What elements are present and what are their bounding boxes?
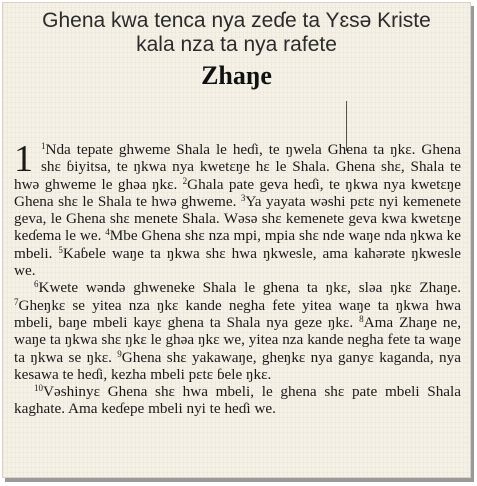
verse-text: Gheŋkɛ se yitea nza ŋkɛ kande negha fete yitea waŋe ta ŋkwa hwa mbeli, baŋe mbeli kayɛ ghena ta Shala nya geze ŋkɛ. bbox=[14, 296, 461, 331]
scripture-text bbox=[14, 138, 462, 418]
verse-text: Nda tepate ghweme Shala le heɗi, te ŋwela Ghena ta ŋkɛ. Ghena shɛ ɓiyitsa, te ŋkwa nya kwetɛŋe hɛ le Shala. Ghena shɛ, Shala te hwə ghweme le ghəa ŋkɛ. bbox=[14, 141, 461, 193]
verse-number: 7 bbox=[14, 296, 19, 307]
verse-text: Ghala pate geva heɗi, te ŋkwa nya kwetɛŋe Ghena shɛ le Shala te hwə ghweme. bbox=[14, 175, 461, 210]
paragraph-3 bbox=[14, 383, 461, 418]
verse-number: 9 bbox=[117, 348, 122, 359]
scripture-page bbox=[2, 2, 471, 478]
chapter-number: 1 bbox=[14, 138, 33, 180]
verse-number: 5 bbox=[58, 244, 63, 255]
verse-number: 4 bbox=[105, 227, 110, 238]
header-line-1: Ghena kwa tenca nya zeɗe ta Yɛsə Kriste bbox=[42, 9, 431, 32]
verse-number: 3 bbox=[240, 192, 246, 203]
paragraph-1 bbox=[14, 138, 462, 280]
verse-text: Vəshinyɛ Ghena shɛ hwa mbeli, le ghena shɛ pate mbeli Shala kaghate. Ama keɗepe mbeli nyi te heɗi we. bbox=[14, 383, 461, 418]
verse-number: 8 bbox=[359, 313, 364, 324]
header-line-2: kala nza ta nya rafete bbox=[136, 33, 337, 56]
book-title: Zhaŋe bbox=[201, 61, 272, 90]
verse-text: Ama Zhaŋe ne, waŋe ta ŋkwa shɛ ŋkɛ le ghəa ŋkɛ we, yitea nza kande negha fete ta waŋe ta ŋkwa se ŋkɛ. bbox=[14, 313, 462, 366]
verse-number: 1 bbox=[41, 141, 46, 151]
verse-text: Mbe Ghena shɛ nza mpi, mpia shɛ nde waŋe nda ŋkwa ke mbeli. bbox=[14, 227, 462, 262]
verse-number: 6 bbox=[34, 279, 39, 290]
paragraph-2 bbox=[14, 279, 461, 383]
verse-text: Ghena shɛ yakawaŋe, gheŋkɛ nya ganyɛ kaganda, nya kesawa te heɗi, kezha mbeli pɛtɛ ɓele ŋkɛ. bbox=[14, 348, 461, 383]
verse-text: Kwete wəndə ghweneke Shala le ghena ta ŋkɛ, sləa ŋkɛ Zhaŋe. bbox=[38, 279, 461, 297]
verse-number: 10 bbox=[34, 383, 43, 394]
verse-number: 2 bbox=[182, 175, 188, 186]
verse-text: Kaɓele waŋe ta ŋkwa shɛ hwa ŋkwesle, ama kahərəte ŋkwesle we. bbox=[14, 244, 461, 280]
verse-text: Ya yayata wəshi pɛtɛ nyi kemenete geva, le Ghena shɛ menete Shala. Wəsə shɛ kemenete geva kwa kwetɛŋe keɗema le we. bbox=[14, 192, 461, 245]
page-header bbox=[3, 9, 470, 91]
